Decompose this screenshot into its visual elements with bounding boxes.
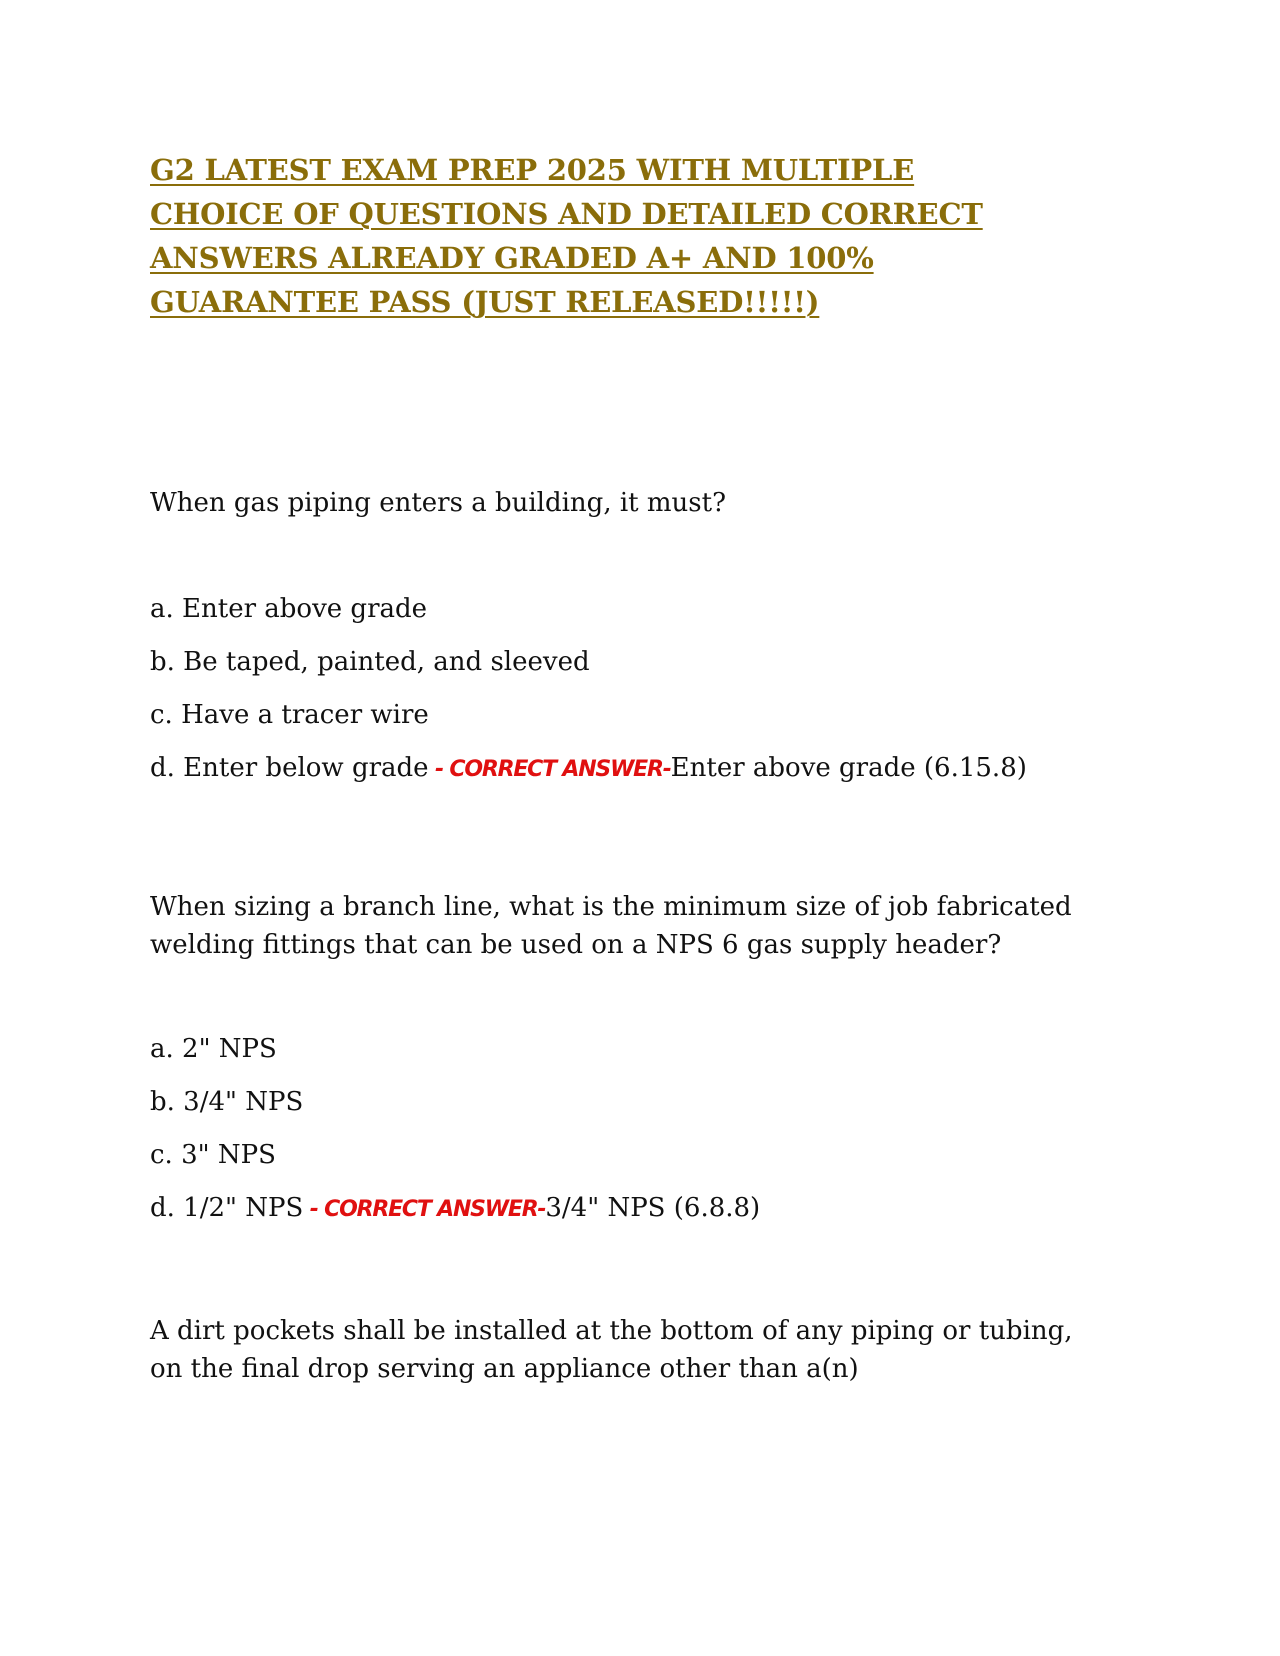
document-page (150, 148, 1110, 324)
question-2-option-c: c. 3" NPS (150, 1140, 276, 1170)
question-2-option-b: b. 3/4" NPS (150, 1087, 304, 1117)
question-3-text: A dirt pockets shall be installed at the bottom of any piping or tubing, on the final drop serving an appliance other than a(n) (150, 1316, 1073, 1384)
question-2-option-d: d. 1/2" NPS (150, 1193, 304, 1223)
question-2-option-a: a. 2" NPS (150, 1034, 277, 1064)
title-line: GUARANTEE PASS (JUST RELEASED!!!!!) (150, 285, 820, 319)
question-2-text: When sizing a branch line, what is the minimum size of job fabricated welding fittings that can be used on a NPS 6 gas supply header? (150, 892, 1072, 960)
question-1-option-d: d. Enter below grade (150, 753, 429, 783)
correct-answer-marker: - CORRECT ANSWER- (303, 1197, 546, 1222)
question-1-option-a: a. Enter above grade (150, 594, 428, 624)
title-line: CHOICE OF QUESTIONS AND DETAILED CORRECT (150, 197, 983, 231)
question-2-option-d-with-answer (150, 1189, 760, 1229)
question-1-option-b: b. Be taped, painted, and sleeved (150, 647, 590, 677)
question-1-option-d-with-answer (150, 749, 1027, 789)
question-1-option-c: c. Have a tracer wire (150, 700, 429, 730)
title-line: G2 LATEST EXAM PREP 2025 WITH MULTIPLE (150, 153, 915, 187)
question-1-text: When gas piping enters a building, it must? (150, 488, 727, 518)
question-1-answer: Enter above grade (6.15.8) (670, 753, 1027, 783)
correct-answer-marker: - CORRECT ANSWER- (428, 757, 671, 782)
title-line: ANSWERS ALREADY GRADED A+ AND 100% (150, 241, 874, 275)
question-2-answer: 3/4" NPS (6.8.8) (545, 1193, 761, 1223)
document-title (150, 148, 1110, 324)
